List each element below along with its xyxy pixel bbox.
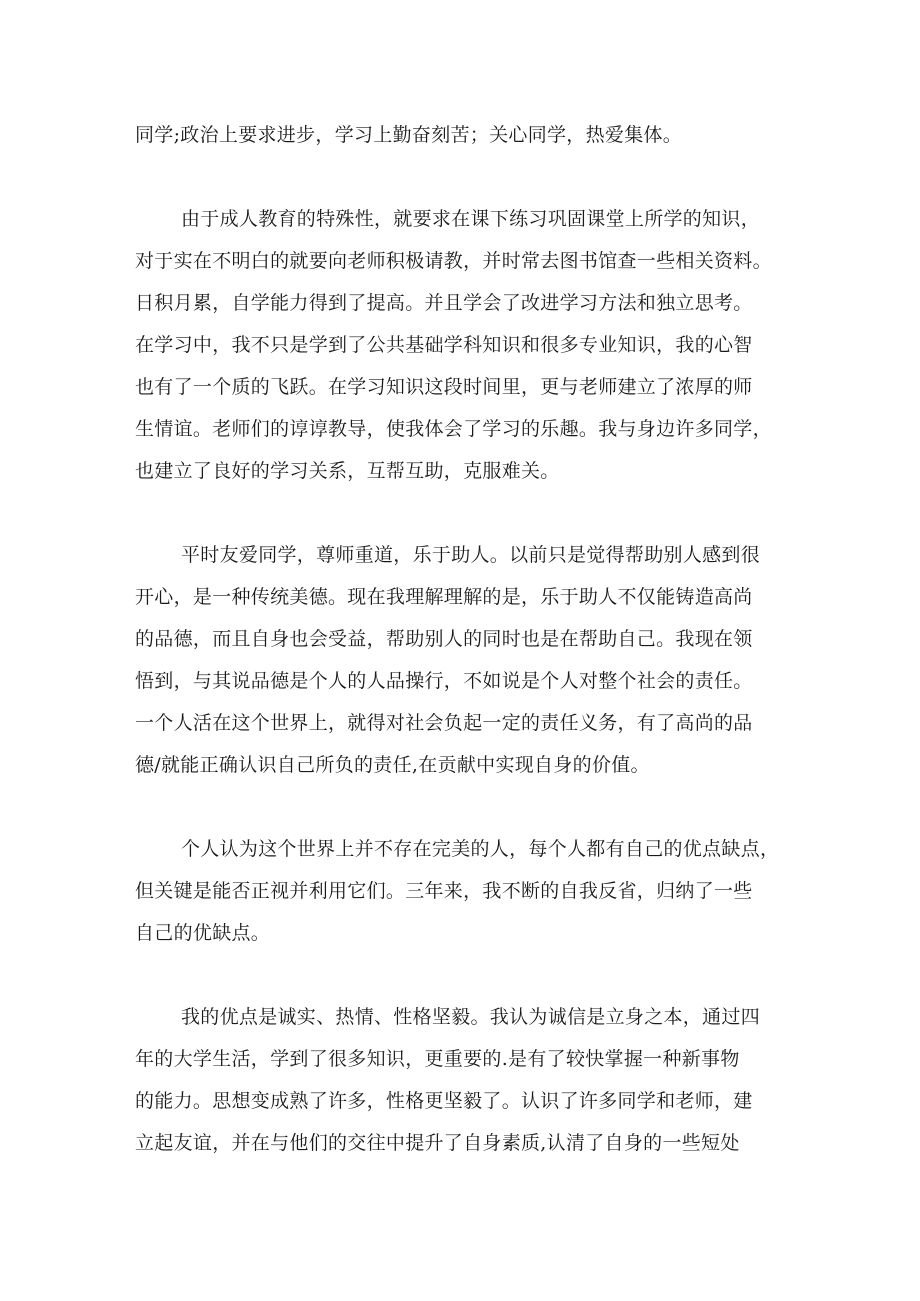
text-line: 对于实在不明白的就要向老师积极请教，并时常去图书馆查一些相关资料。 (135, 250, 772, 272)
text-line: 平时友爱同学，尊师重道，乐于助人。以前只是觉得帮助别人感到很 (181, 544, 761, 566)
text-line: 但关键是能否正视并利用它们。三年来，我不断的自我反省，归纳了一些 (135, 880, 753, 902)
text-line: 的能力。思想变成熟了许多，性格更坚毅了。认识了许多同学和老师，建 (135, 1090, 753, 1112)
text-line: 由于成人教育的特殊性，就要求在课下练习巩固课堂上所学的知识， (181, 208, 761, 230)
text-line: 日积月累，自学能力得到了提高。并且学会了改进学习方法和独立思考。 (135, 292, 753, 314)
text-line: 德/就能正确认识自己所负的责任,在贡献中实现自身的价值。 (135, 754, 650, 776)
text-line: 同学;政治上要求进步，学习上勤奋刻苦；关心同学，热爱集体。 (135, 124, 683, 146)
text-line: 的品德，而且自身也会受益，帮助别人的同时也是在帮助自己。我现在领 (135, 628, 753, 650)
text-line: 在学习中，我不只是学到了公共基础学科知识和很多专业知识，我的心智 (135, 334, 753, 356)
text-line: 立起友谊，并在与他们的交往中提升了自身素质,认清了自身的一些短处 (135, 1132, 740, 1154)
text-line: 生情谊。老师们的谆谆教导，使我体会了学习的乐趣。我与身边许多同学， (135, 418, 772, 440)
text-line: 一个人活在这个世界上，就得对社会负起一定的责任义务，有了高尚的品 (135, 712, 753, 734)
text-line: 自己的优缺点。 (135, 922, 271, 944)
text-line: 也有了一个质的飞跃。在学习知识这段时间里，更与老师建立了浓厚的师 (135, 376, 753, 398)
text-line: 悟到，与其说品德是个人的人品操行，不如说是个人对整个社会的责任。 (135, 670, 753, 692)
text-line: 个人认为这个世界上并不存在完美的人，每个人都有自己的优点缺点， (181, 838, 780, 860)
text-line: 开心，是一种传统美德。现在我理解理解的是，乐于助人不仅能铸造高尚 (135, 586, 753, 608)
text-line: 也建立了良好的学习关系，互帮互助，克服难关。 (135, 460, 560, 482)
text-line: 年的大学生活，学到了很多知识，更重要的.是有了较快掌握一种新事物 (135, 1048, 740, 1070)
text-line: 我的优点是诚实、热情、性格坚毅。我认为诚信是立身之本，通过四 (181, 1006, 761, 1028)
